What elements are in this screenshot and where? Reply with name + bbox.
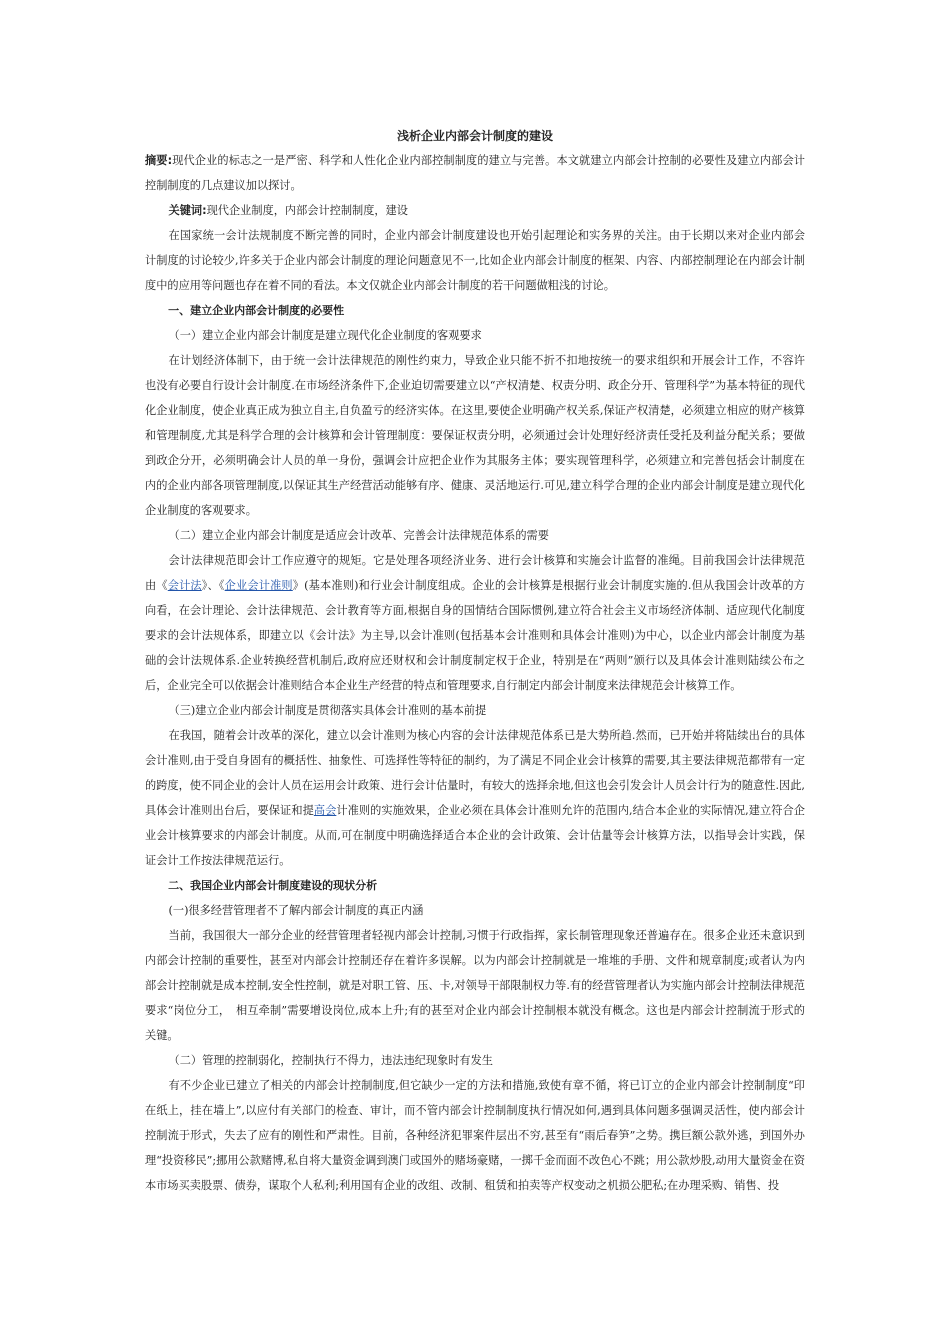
keywords-label: 关键词:: [168, 204, 207, 217]
section-2-2-heading: （二）管理的控制弱化，控制执行不得力，违法违纪现象时有发生: [168, 1054, 493, 1067]
section-1-1-paragraph: 在计划经济体制下，由于统一会计法律规范的刚性约束力，导致企业只能不折不扣地按统一的要求组织和开展会计工作，不容许也没有必要自行设计会计制度.在市场经济条件下,企业迫切需要建立以“产权清楚、权责分明、政企分开、管理科学”为基本特征的现代化企业制度，使企业真正成为独立自主,自负盈亏的经济实体。在这里,要使企业明确产权关系,保证产权清楚，必须建立相应的财产核算和管理制度,尤其是科学合理的会计核算和会计管理制度：要保证权责分明，必须通过会计处理好经济责任受托及利益分配关系；要做到政企分开，必须明确会计人员的单一身份，强调会计应把企业作为其服务主体；要实现管理科学，必须建立和完善包括会计制度在内的企业内部各项管理制度,以保证其生产经营活动能够有序、健康、灵活地运行.可见,建立科学合理的企业内部会计制度是建立现代化企业制度的客观要求。: [145, 354, 805, 517]
section-1-2-paragraph: [145, 548, 805, 698]
section-2-1-heading: (一)很多经营管理者不了解内部会计制度的真正内涵: [168, 904, 424, 917]
text-span: 会计法律规范即会计工作应遵守的规矩。它是处理各项经济业务、进行会计核算和实施会计监督的准绳。目前我国会计法律规范由《: [145, 554, 805, 592]
section-1-1-heading: （一）建立企业内部会计制度是建立现代化企业制度的客观要求: [168, 329, 482, 342]
keywords-text: 现代企业制度，内部会计控制制度，建设: [206, 204, 408, 217]
section-2-1-paragraph: 当前，我国很大一部分企业的经营管理者轻视内部会计控制,习惯于行政指挥，家长制管理现象还普遍存在。很多企业还未意识到内部会计控制的重要性，甚至对内部会计控制还存在着许多误解。以为内部会计控制就是一堆堆的手册、文件和规章制度;或者认为内部会计控制就是成本控制,安全性控制，就是对职工管、压、卡,对领导干部限制权力等.有的经营管理者认为实施内部会计控制法律规范要求“岗位分工， 相互牵制”需要增设岗位,成本上升;有的甚至对企业内部会计控制根本就没有概念。这也是内部会计控制流于形式的关键。: [145, 929, 805, 1042]
abstract-text: 现代企业的标志之一是严密、科学和人性化企业内部控制制度的建立与完善。本文就建立内部会计控制的必要性及建立内部会计控制制度的几点建议加以探讨。: [145, 154, 805, 192]
section-2-heading: 二、我国企业内部会计制度建设的现状分析: [168, 879, 378, 892]
abstract-paragraph: [145, 148, 805, 198]
section-1-3-paragraph: [145, 723, 805, 873]
section-1-heading: 一、建立企业内部会计制度的必要性: [168, 304, 345, 317]
accounting-standards-link[interactable]: 企业会计准则: [224, 579, 293, 592]
text-span: 计准则的实施效果，企业必须在具体会计准则允许的范围内,结合本企业的实际情况,建立符合企业会计核算要求的内部会计制度。从而,可在制度中明确选择适合本企业的会计政策、会计估量等会计核算方法，以指导会计实践，保证会计工作按法律规范运行。: [145, 804, 805, 867]
keywords-paragraph: [145, 198, 805, 223]
section-2-2-paragraph: 有不少企业已建立了相关的内部会计控制制度,但它缺少一定的方法和措施,致使有章不循，将已订立的企业内部会计控制制度“印在纸上，挂在墙上”,以应付有关部门的检查、审计，而不管内部会计控制制度执行情况如何,遇到具体问题多强调灵活性，使内部会计控制流于形式，失去了应有的刚性和严肃性。目前，各种经济犯罪案件层出不穷,甚至有“雨后春笋”之势。携巨额公款外逃，到国外办理“投资移民”;挪用公款赌博,私自将大量资金调到澳门或国外的赌场豪赌，一掷千金而面不改色心不跳；用公款炒股,动用大量资金在资本市场买卖股票、债券，谋取个人私利;利用国有企业的改组、改制、租赁和拍卖等产权变动之机损公肥私;在办理采购、销售、投: [145, 1079, 806, 1192]
page-title: 浅析企业内部会计制度的建设: [396, 129, 553, 143]
text-span: 》(基本准则)和行业会计制度组成。企业的会计核算是根据行业会计制度实施的.但从我国会计改革的方向看，在会计理论、会计法律规范、会计教育等方面,根据自身的国情结合国际惯例,建立符合社会主义市场经济体制、适应现代化制度要求的会计法规体系，即建立以《会计法》为主导,以会计准则(包括基本会计准则和具体会计准则)为中心，以企业内部会计制度为基础的会计法规体系.企业转换经营机制后,政府应还财权和会计制度制定权于企业，特别是在“两则”颁行以及具体会计准则陆续公布之后，企业完全可以依据会计准则结合本企业生产经营的特点和管理要求,自行制定内部会计制度来法律规范会计核算工作。: [145, 579, 805, 692]
intro-paragraph: 在国家统一会计法规制度不断完善的同时，企业内部会计制度建设也开始引起理论和实务界的关注。由于长期以来对企业内部会计制度的讨论较少,许多关于企业内部会计制度的理论问题意见不一,比如企业内部会计制度的框架、内容、内部控制理论在内部会计制度中的应用等问题也存在着不同的看法。本文仅就企业内部会计制度的若干问题做粗浅的讨论。: [145, 229, 805, 292]
gaokuai-link[interactable]: 高会: [313, 804, 337, 817]
section-1-3-heading: （三)建立企业内部会计制度是贯彻落实具体会计准则的基本前提: [168, 704, 487, 717]
accounting-law-link[interactable]: 会计法: [167, 579, 202, 592]
abstract-label: 摘要:: [145, 154, 173, 167]
document-page: [145, 124, 805, 1198]
text-span: 在我国，随着会计改革的深化，建立以会计准则为核心内容的会计法律规范体系已是大势所趋.然而，已开始并将陆续出台的具体会计准则,由于受自身固有的概括性、抽象性、可选择性等特征的制约，为了满足不同企业会计核算的需要,其主要法律规范都带有一定的跨度，使不同企业的会计人员在运用会计政策、进行会计估量时，有较大的选择余地,但这也会引发会计人员会计行为的随意性.因此,具体会计准则出台后，要保证和提: [145, 729, 805, 817]
text-span: 》、《: [201, 579, 225, 592]
section-1-2-heading: （二）建立企业内部会计制度是适应会计改革、完善会计法律规范体系的需要: [168, 529, 549, 542]
